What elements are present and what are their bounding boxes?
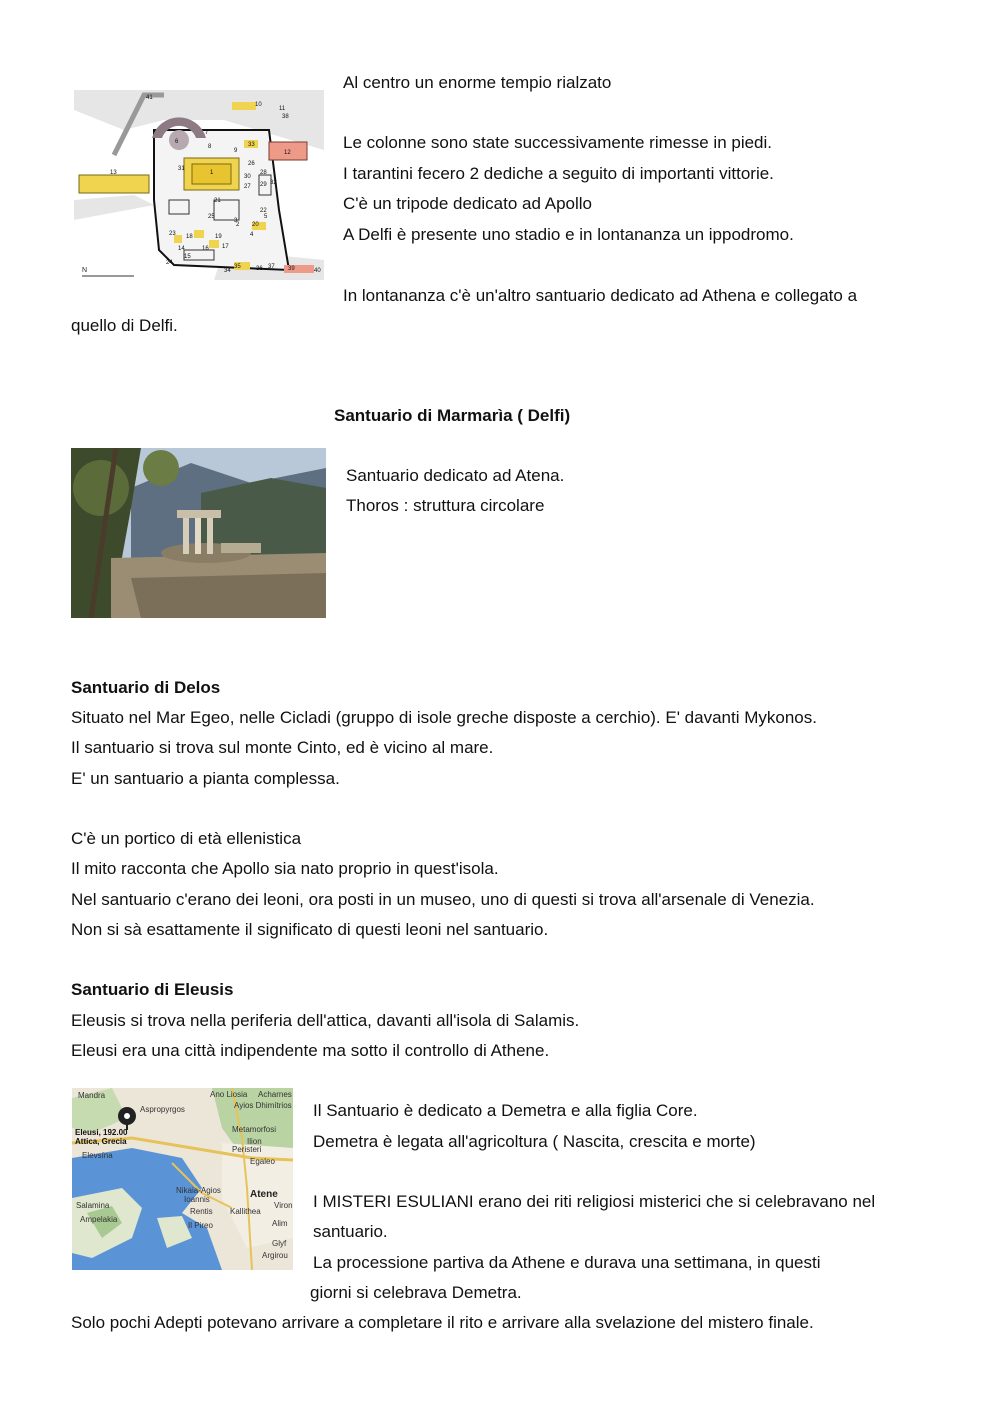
delphi-text-line: quello di Delfi. [71, 316, 178, 335]
map-label: Metamorfosi [232, 1125, 277, 1134]
map-label: Atene [250, 1189, 278, 1200]
delos-text-line: Il santuario si trova sul monte Cinto, ed è vicino al mare. [71, 738, 494, 757]
map-label: Il Pireo [188, 1221, 213, 1230]
map-label: Nikaia-Agios [176, 1186, 221, 1195]
plan-label: 24 [166, 260, 173, 266]
plan-label: 17 [222, 244, 229, 250]
eleusis-text-line: giorni si celebrava Demetra. [310, 1283, 522, 1302]
plan-label: 2 [236, 222, 240, 228]
map-label: Alim [272, 1219, 288, 1228]
delphi-text-line: I tarantini fecero 2 dediche a seguito di importanti vittorie. [343, 164, 774, 183]
delos-text-line: C'è un portico di età ellenistica [71, 829, 302, 848]
map-label: Peristeri [232, 1145, 262, 1154]
eleusis-text-line: I MISTERI ESULIANI erano dei riti religiosi misterici che si celebravano nel [313, 1192, 876, 1211]
plan-label: 18 [186, 234, 193, 240]
map-label: Ilion [247, 1137, 262, 1146]
plan-label: 20 [252, 222, 259, 228]
plan-label: 34 [224, 268, 231, 274]
plan-label: 21 [214, 198, 221, 204]
map-label: Ioannis [184, 1195, 210, 1204]
delos-title: Santuario di Delos [71, 678, 221, 697]
map-label: Rentis [190, 1207, 213, 1216]
delphi-text-line: In lontananza c'è un'altro santuario dedicato ad Athena e collegato a [343, 286, 858, 305]
plan-label: 1 [210, 170, 214, 176]
marmaria-title: Santuario di Marmarìa ( Delfi) [334, 406, 571, 425]
map-label: Salamina [76, 1201, 110, 1210]
plan-label: 28 [260, 170, 267, 176]
plan-label: 31 [178, 166, 185, 172]
eleusis-title: Santuario di Eleusis [71, 980, 234, 999]
plan-label: 37 [268, 264, 275, 270]
plan-label: 6 [175, 139, 179, 145]
map-label: Ano Liosia [210, 1090, 248, 1099]
map-label: Mandra [78, 1091, 106, 1100]
eleusis-text-line: Demetra è legata all'agricoltura ( Nascita, crescita e morte) [313, 1132, 756, 1151]
plan-label: 36 [256, 266, 263, 272]
plan-label: 27 [244, 184, 251, 190]
plan-label: 10 [255, 102, 262, 108]
plan-label: 12 [284, 150, 291, 156]
plan-label: 23 [169, 231, 176, 237]
delos-text-line: Nel santuario c'erano dei leoni, ora posti in un museo, uno di questi si trova all'arsenale di Venezia. [71, 890, 815, 909]
eleusis-text-line: Eleusis si trova nella periferia dell'attica, davanti all'isola di Salamis. [71, 1011, 580, 1030]
svg-text:N: N [82, 267, 88, 274]
eleusis-text-line: Solo pochi Adepti potevano arrivare a completare il rito e arrivare alla svelazione del mistero finale. [71, 1313, 814, 1332]
map-pin-label: Attica, Grecia [75, 1137, 127, 1146]
eleusis-text-line: Il Santuario è dedicato a Demetra e alla figlia Core. [313, 1101, 698, 1120]
eleusis-text-line: Eleusi era una città indipendente ma sotto il controllo di Athene. [71, 1041, 550, 1060]
plan-label: 19 [215, 234, 222, 240]
map-label: Acharnes [258, 1090, 292, 1099]
map-label: Ampelakia [80, 1215, 118, 1224]
map-label: Elevsína [82, 1151, 113, 1160]
map-label: Ayios Dhimítrios [234, 1101, 292, 1110]
plan-label: 11 [279, 106, 286, 112]
plan-label: 5 [264, 214, 268, 220]
plan-label: 38 [282, 114, 289, 120]
marmaria-text-line: Santuario dedicato ad Atena. [346, 466, 565, 485]
delphi-site-plan [74, 90, 324, 280]
plan-label: 13 [110, 170, 117, 176]
plan-label: 32 [270, 180, 277, 186]
eleusis-text-line: santuario. [313, 1222, 388, 1241]
plan-label: 15 [184, 254, 191, 260]
plan-label: 33 [248, 142, 255, 148]
plan-label: 29 [260, 182, 267, 188]
delos-text-line: E' un santuario a pianta complessa. [71, 769, 340, 788]
plan-label: 16 [202, 246, 209, 252]
map-label: Argirou [262, 1251, 288, 1260]
plan-label: 25 [208, 214, 215, 220]
tholos-photo [71, 448, 326, 618]
plan-label: 30 [244, 174, 251, 180]
map-label: Kallithea [230, 1207, 261, 1216]
delphi-text-line: C'è un tripode dedicato ad Apollo [343, 194, 592, 213]
plan-label: 39 [288, 266, 295, 272]
delos-text-line: Il mito racconta che Apollo sia nato proprio in quest'isola. [71, 859, 499, 878]
plan-label: 40 [314, 268, 321, 274]
plan-label: 8 [208, 144, 212, 150]
delphi-text-line: A Delfi è presente uno stadio e in lontananza un ippodromo. [343, 225, 794, 244]
plan-label: 26 [248, 161, 255, 167]
delphi-text-line: Al centro un enorme tempio rialzato [343, 73, 612, 92]
map-label: Egaleo [250, 1157, 275, 1166]
plan-label: 22 [260, 208, 267, 214]
delphi-text-line: Le colonne sono state successivamente rimesse in piedi. [343, 133, 773, 152]
map-label: Glyf [272, 1239, 287, 1248]
delos-text-line: Non si sà esattamente il significato di questi leoni nel santuario. [71, 920, 549, 939]
eleusis-text-line: La processione partiva da Athene e durava una settimana, in questi [313, 1253, 821, 1272]
plan-label: 35 [234, 264, 241, 270]
map-label: Aspropyrgos [140, 1105, 185, 1114]
eleusis-map [72, 1088, 293, 1270]
marmaria-text-line: Thoros : struttura circolare [346, 496, 545, 515]
map-label: Viron [274, 1201, 293, 1210]
map-pin-label: Eleusi, 192.00 [75, 1128, 128, 1137]
plan-label: 7 [205, 130, 209, 136]
plan-label: 9 [234, 148, 238, 154]
plan-label: 3 [234, 218, 238, 224]
plan-label: 41 [146, 95, 153, 101]
delos-text-line: Situato nel Mar Egeo, nelle Cicladi (gruppo di isole greche disposte a cerchio). E' davanti Mykonos. [71, 708, 817, 727]
plan-label: 4 [250, 232, 254, 238]
plan-label: 14 [178, 246, 185, 252]
